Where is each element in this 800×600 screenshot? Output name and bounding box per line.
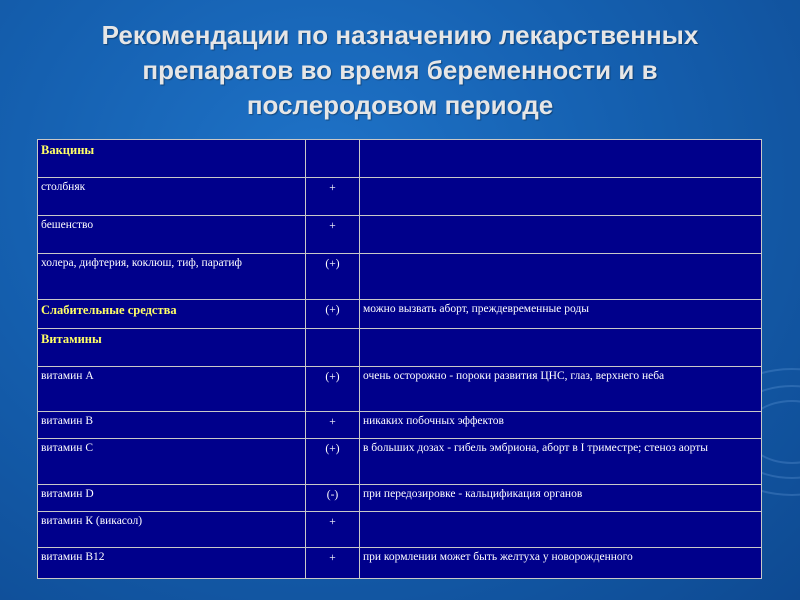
recommendation-mark: (+) xyxy=(306,367,360,411)
drug-name: витамин К (викасол) xyxy=(38,511,306,547)
recommendation-mark xyxy=(306,140,360,178)
side-effects-note: при кормлении может быть желтуха у новорожденного xyxy=(360,547,762,578)
table-row xyxy=(38,484,762,511)
section-header-vitamins: Витамины xyxy=(38,329,306,367)
title-line: препаратов во время беременности и в xyxy=(142,55,658,85)
drug-name: витамин В xyxy=(38,411,306,438)
table-row xyxy=(38,547,762,578)
section-header-laxatives: Слабительные средства xyxy=(38,300,306,329)
recommendation-mark: + xyxy=(306,411,360,438)
drug-name: витамин С xyxy=(38,438,306,484)
recommendation-mark: (+) xyxy=(306,300,360,329)
table-row xyxy=(38,300,762,329)
table-row xyxy=(38,178,762,216)
drug-name: бешенство xyxy=(38,216,306,254)
side-effects-note xyxy=(360,140,762,178)
drug-name: витамин В12 xyxy=(38,547,306,578)
drug-name: столбняк xyxy=(38,178,306,216)
recommendation-mark: (-) xyxy=(306,484,360,511)
table-row xyxy=(38,216,762,254)
table-row xyxy=(38,438,762,484)
side-effects-note xyxy=(360,254,762,300)
recommendation-mark: (+) xyxy=(306,438,360,484)
side-effects-note: можно вызвать аборт, преждевременные роды xyxy=(360,300,762,329)
recommendation-mark: (+) xyxy=(306,254,360,300)
slide-title xyxy=(0,18,800,123)
side-effects-note xyxy=(360,329,762,367)
side-effects-note: очень осторожно - пороки развития ЦНС, глаз, верхнего неба xyxy=(360,367,762,411)
title-line: Рекомендации по назначению лекарственных xyxy=(101,20,699,50)
table-row xyxy=(38,140,762,178)
recommendation-mark: + xyxy=(306,547,360,578)
table-row xyxy=(38,254,762,300)
side-effects-note: в больших дозах - гибель эмбриона, аборт в I триместре; стеноз аорты xyxy=(360,438,762,484)
side-effects-note xyxy=(360,216,762,254)
recommendations-table xyxy=(37,139,762,579)
drug-name: холера, дифтерия, коклюш, тиф, паратиф xyxy=(38,254,306,300)
title-line: послеродовом периоде xyxy=(246,90,554,120)
side-effects-note xyxy=(360,178,762,216)
recommendation-mark: + xyxy=(306,216,360,254)
table-row xyxy=(38,367,762,411)
table-row xyxy=(38,511,762,547)
recommendation-mark: + xyxy=(306,178,360,216)
side-effects-note xyxy=(360,511,762,547)
recommendation-mark xyxy=(306,329,360,367)
table-row xyxy=(38,329,762,367)
side-effects-note: никаких побочных эффектов xyxy=(360,411,762,438)
drug-name: витамин А xyxy=(38,367,306,411)
drug-name: витамин D xyxy=(38,484,306,511)
table-row xyxy=(38,411,762,438)
side-effects-note: при передозировке - кальцификация органов xyxy=(360,484,762,511)
section-header-vaccines: Вакцины xyxy=(38,140,306,178)
recommendation-mark: + xyxy=(306,511,360,547)
